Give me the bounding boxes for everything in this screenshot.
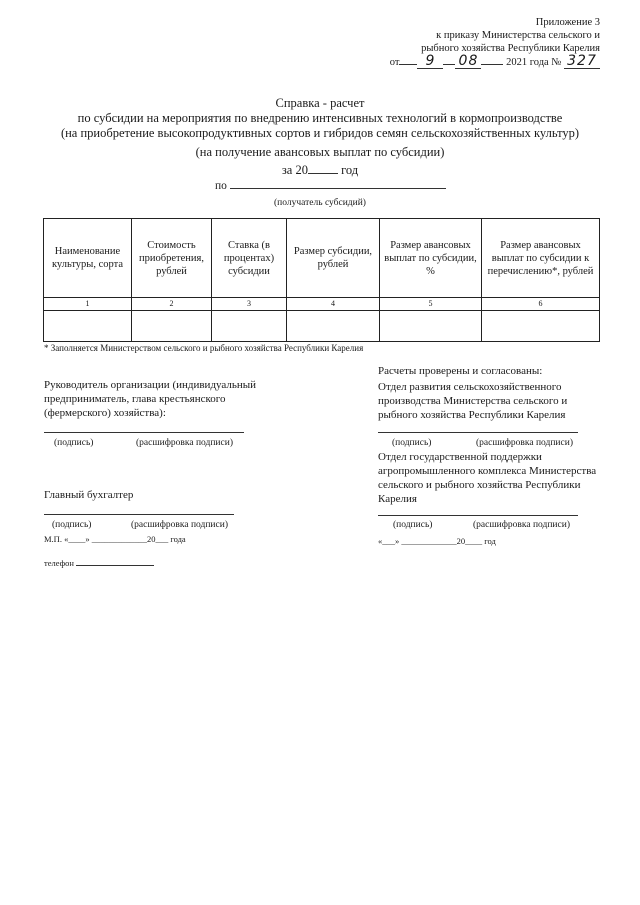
dept-support: Отдел государственной поддержки агропромышленного комплекса Министерства сельского и рыбного хозяйства Республики Карелия: [378, 451, 597, 505]
period-prefix: за 20: [281, 163, 308, 177]
col-number: 3: [212, 298, 287, 311]
appendix-block: [340, 16, 600, 69]
col-number: 6: [482, 298, 600, 311]
accountant-label: Главный бухгалтер: [44, 489, 134, 501]
col-number: 2: [132, 298, 212, 311]
manager-signature-label: (подпись): [54, 438, 94, 448]
phone-label: телефон: [44, 558, 74, 568]
col-header-subsidy: Размер субсидии, рублей: [287, 219, 380, 298]
doc-subtitle-2: (на приобретение высокопродуктивных сортов и гибридов семян сельскохозяйственных культур): [60, 126, 580, 140]
table-cell: [132, 311, 212, 342]
dept-support-signature-line: [378, 515, 578, 516]
table-row: [44, 311, 600, 342]
doc-subtitle-3: (на получение авансовых выплат по субсидии): [195, 145, 445, 159]
col-number: 1: [44, 298, 132, 311]
dept-development-signature-line: [378, 432, 578, 433]
table-number-row: [44, 298, 600, 311]
order-day: 9: [417, 55, 443, 69]
dept-development-decode-label: (расшифровка подписи): [476, 438, 573, 448]
order-date-row: [340, 55, 600, 69]
col-number: 5: [380, 298, 482, 311]
col-header-advance-pct: Размер авансовых выплат по субсидии, %: [380, 219, 482, 298]
table-cell: [287, 311, 380, 342]
order-year: 2021 года: [506, 57, 549, 68]
manager-decode-label: (расшифровка подписи): [136, 438, 233, 448]
col-header-rate: Ставка (в процентах) субсидии: [212, 219, 287, 298]
phone-line: [44, 558, 154, 568]
table-cell: [44, 311, 132, 342]
dept-development: Отдел развития сельскохозяйственного производства Министерства сельского и рыбного хозяйства Республики Карелия: [378, 381, 568, 421]
appendix-line1: Приложение 3: [535, 17, 600, 28]
manager-heading: Руководитель организации (индивидуальный предприниматель, глава крестьянского (фермерского) хозяйства):: [44, 379, 257, 419]
manager-signature-line: [44, 432, 244, 433]
table-header-row: [44, 219, 600, 298]
table-cell: [482, 311, 600, 342]
col-header-crop: Наименование культуры, сорта: [44, 219, 132, 298]
dept-support-signature-label: (подпись): [393, 520, 433, 530]
doc-subtitle-1: по субсидии на мероприятия по внедрению интенсивных технологий в кормопроизводстве: [77, 111, 563, 125]
table-cell: [212, 311, 287, 342]
col-number: 4: [287, 298, 380, 311]
period-suffix: год: [341, 163, 359, 177]
accountant-signature-line: [44, 514, 234, 515]
checked-heading: Расчеты проверены и согласованы:: [378, 365, 543, 377]
col-header-cost: Стоимость приобретения, рублей: [132, 219, 212, 298]
table-cell: [380, 311, 482, 342]
date-prefix: от: [389, 57, 400, 68]
recipient-prefix: по: [215, 180, 227, 192]
recipient-line: [215, 180, 446, 192]
stamp-date-line: М.П. «____» _____________20___ года: [44, 534, 186, 544]
dept-support-decode-label: (расшифровка подписи): [473, 520, 570, 530]
col-header-advance-sum: Размер авансовых выплат по субсидии к перечислению*, рублей: [482, 219, 600, 298]
accountant-decode-label: (расшифровка подписи): [131, 520, 228, 530]
appendix-line3: рыбного хозяйства Республики Карелия: [421, 43, 600, 54]
footnote: * Заполняется Министерством сельского и рыбного хозяйства Республики Карелия: [44, 343, 364, 353]
order-number-label: №: [551, 57, 562, 68]
accountant-signature-label: (подпись): [52, 520, 92, 530]
appendix-line2: к приказу Министерства сельского и: [436, 30, 600, 41]
approval-date-line: «___» _____________20____ год: [378, 536, 496, 546]
order-month: 08: [455, 55, 481, 69]
dept-development-signature-label: (подпись): [392, 438, 432, 448]
period-line: [0, 163, 640, 178]
subsidy-table: [43, 218, 600, 342]
doc-title: Справка - расчет: [275, 96, 365, 110]
recipient-caption: (получатель субсидий): [274, 198, 366, 208]
order-number: 327: [564, 55, 600, 69]
